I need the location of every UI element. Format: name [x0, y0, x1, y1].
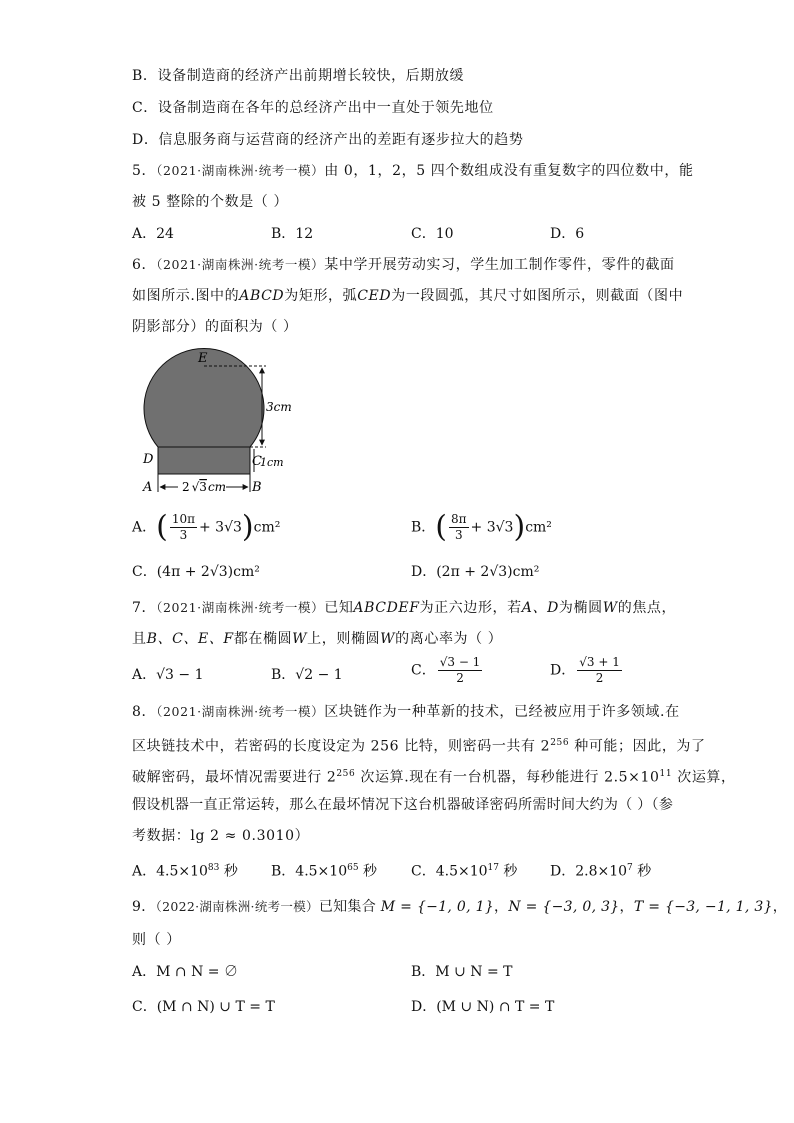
dim-width-label: 2 √3cm: [182, 480, 227, 494]
q8-stem-line1: [132, 702, 680, 722]
text: 区块链作为一种革新的技术，已经被应用于许多领域.在: [324, 704, 680, 720]
shaded-rectangle: [158, 447, 250, 474]
text: 如图所示.图中的: [132, 288, 240, 304]
question-source: （2021·湖南株洲·统考一模）: [156, 257, 325, 272]
text: C．4.5×10: [411, 863, 488, 880]
q5-option-a: A．24: [132, 226, 174, 242]
q6-option-d: D．(2π + 2√3)cm²: [411, 564, 540, 580]
label-b: B: [252, 480, 262, 495]
q6-option-c: C．(4π + 2√3)cm²: [132, 564, 260, 580]
text: 为正六边形，若: [419, 600, 522, 616]
q5-option-b: B．12: [271, 226, 314, 242]
text: 次运算.现在有一台机器，每秒能进行 2.5×10: [355, 769, 660, 786]
question-text: 由 0，1，2，5 四个数组成没有重复数字的四位数中，能: [324, 163, 694, 179]
fraction: $\frac{8\pi}{3}$: [451, 512, 467, 542]
q7-option-c: [411, 655, 484, 686]
math: W: [380, 631, 396, 647]
q8-stem-line4: 假设机器一直正常运转，那么在最坏情况下这台机器破译密码所需时间大约为（ ）（参: [132, 797, 674, 813]
q6-figure: [134, 345, 304, 500]
q8-stem-line2: [132, 733, 706, 757]
text: 为椭圆: [558, 600, 603, 616]
q5-stem-line2: 被 5 整除的个数是（ ）: [132, 194, 289, 210]
text: 为矩形，弧: [284, 288, 358, 304]
q6-stem-line3: 阴影部分）的面积为（ ）: [132, 319, 298, 335]
q4-option-d: D．信息服务商与运营商的经济产出的差距有逐步拉大的趋势: [132, 132, 524, 148]
text: 秒: [219, 863, 238, 880]
question-source: （2021·湖南株洲·统考一模）: [156, 600, 325, 615]
fraction: $\frac{10\pi}{3}$: [171, 512, 195, 542]
q8-option-c: [411, 858, 517, 882]
text: 秒: [498, 863, 518, 880]
q9-option-b: B．M ∪ N = T: [411, 964, 513, 980]
text: 秒: [358, 863, 378, 880]
question-source: （2022·湖南株洲·统考一模）: [155, 899, 319, 914]
q7-option-d: [550, 655, 624, 686]
q9-option-a: A．M ∩ N = ∅: [132, 964, 238, 980]
exponent: 11: [659, 769, 673, 779]
text: 的焦点，: [617, 600, 677, 616]
text: 的离心率为（ ）: [395, 631, 503, 647]
q6-stem-line1: [132, 255, 675, 275]
q7-option-a: A．√3 − 1: [132, 667, 204, 683]
question-source: （2021·湖南株洲·统考一模）: [156, 163, 325, 178]
q8-option-d: [550, 858, 651, 882]
option-label: C．: [411, 662, 436, 679]
question-number: 6．: [132, 257, 157, 273]
question-text: 某中学开展劳动实习，学生加工制作零件，零件的截面: [324, 257, 675, 273]
q5-option-d: D．6: [550, 226, 585, 242]
math: W: [602, 600, 618, 616]
exponent: 65: [347, 863, 359, 873]
q4-option-c: C．设备制造商在各年的总经济产出中一直处于领先地位: [132, 100, 494, 116]
text: A．4.5×10: [132, 863, 208, 880]
text: 已知: [324, 600, 354, 616]
math: A、D: [521, 600, 559, 616]
q7-stem-line2: [132, 629, 502, 649]
fraction: $\frac{√3 + 1}{2}$: [579, 655, 620, 685]
dim-rect-label: 1cm: [260, 456, 284, 469]
option-label: A．: [132, 519, 157, 536]
question-source: （2021·湖南株洲·统考一模）: [156, 704, 325, 719]
q8-option-a: [132, 858, 238, 882]
set-t: T = {−3, −1, 1, 3}: [633, 899, 773, 915]
q9-option-d: D．(M ∪ N) ∩ T = T: [411, 999, 555, 1015]
question-number: 5．: [132, 163, 157, 179]
text: 种可能；因此，为了: [569, 738, 706, 755]
option-label: D．: [550, 662, 576, 679]
q8-option-b: [271, 858, 377, 882]
set-n: N = {−3, 0, 3}: [508, 899, 620, 915]
question-number: 7．: [132, 600, 157, 616]
text: 次运算，: [672, 769, 736, 786]
q6-option-a: A．( $\frac{10\pi}{3}$ + 3√3)cm²: [132, 509, 281, 545]
q4-option-b: B．设备制造商的经济产出前期增长较快，后期放缓: [132, 68, 465, 84]
math-arc: CED: [357, 288, 392, 304]
text: 破解密码，最坏情况需要进行 2: [132, 769, 337, 786]
label-d: D: [143, 452, 154, 467]
q5-stem-line1: [132, 161, 694, 181]
exponent: 256: [550, 738, 570, 748]
label-c: C: [252, 454, 262, 469]
exponent: 83: [207, 863, 220, 873]
q9-stem-line2: 则（ ）: [132, 932, 181, 948]
math: B、C、E、F: [146, 631, 234, 647]
label-a: A: [143, 480, 153, 495]
text: 且: [132, 631, 147, 647]
q9-option-c: C．(M ∩ N) ∪ T = T: [132, 999, 275, 1015]
q6-option-b: B．( $\frac{8\pi}{3}$ + 3√3)cm²: [411, 509, 552, 545]
set-m: M = {−1, 0, 1}: [380, 899, 495, 915]
q6-stem-line2: [132, 286, 683, 306]
q7-option-b: B．√2 − 1: [271, 667, 343, 683]
q9-stem-line1: 9．（2022·湖南株洲·统考一模）已知集合 M = {−1, 0, 1}，N = {−3, 0, 3}，T = {−3, −1, 1, 3}，: [132, 899, 788, 915]
math-rect: ABCD: [239, 288, 285, 304]
text: 为一段圆弧，其尺寸如图所示，则截面（图中: [391, 288, 684, 304]
q8-stem-line3: [132, 764, 736, 788]
exponent: 17: [487, 863, 499, 873]
text: 上，则椭圆: [307, 631, 381, 647]
math: ABCDEF: [353, 600, 420, 616]
q5-option-c: C．10: [411, 226, 454, 242]
label-e: E: [198, 351, 208, 366]
question-number: 8．: [132, 704, 157, 720]
exponent: 7: [627, 863, 633, 873]
math: W: [292, 631, 308, 647]
text: 秒: [632, 863, 652, 880]
dim-height-label: 3cm: [266, 400, 292, 414]
exponent: 256: [336, 769, 356, 779]
q7-stem-line1: [132, 598, 676, 618]
text: 已知集合: [318, 899, 377, 915]
option-label: B．: [411, 519, 436, 536]
q8-stem-line5: 考数据：lg 2 ≈ 0.3010）: [132, 828, 310, 844]
text: 都在椭圆: [233, 631, 293, 647]
text: B．4.5×10: [271, 863, 348, 880]
question-number: 9．: [132, 899, 156, 915]
text: 区块链技术中，若密码的长度设定为 256 比特，则密码一共有 2: [132, 738, 551, 755]
text: D．2.8×10: [550, 863, 628, 880]
fraction: $\frac{√3 - 1}{2}$: [439, 655, 481, 685]
